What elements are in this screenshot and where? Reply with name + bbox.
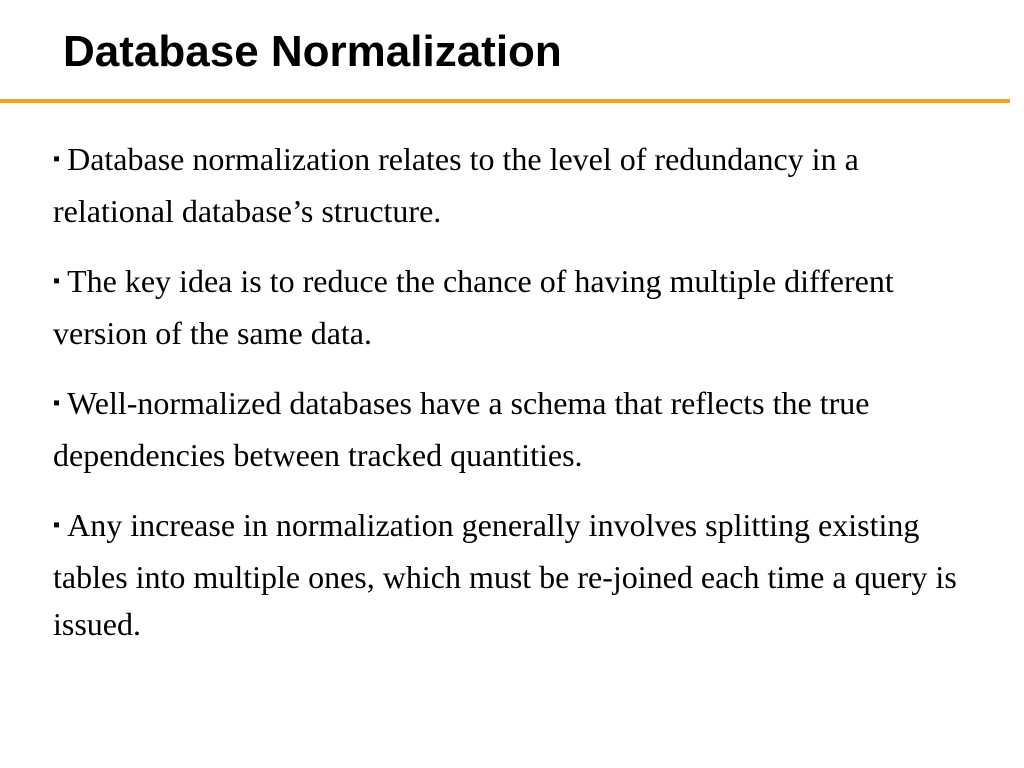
square-bullet-icon: ▪ xyxy=(53,514,61,536)
bullet-text: Any increase in normalization generally involves splitting existing tables into multiple ones, which must be re-joined each time a query is issued. xyxy=(53,507,957,642)
bullet-text: Well-normalized databases have a schema that reflects the true dependencies between tracked quantities. xyxy=(53,385,870,473)
square-bullet-icon: ▪ xyxy=(53,270,61,292)
bullet-text: The key idea is to reduce the chance of having multiple different version of the same data. xyxy=(53,263,894,351)
bullet-item xyxy=(53,136,973,235)
bullet-list xyxy=(53,136,973,671)
slide-title: Database Normalization xyxy=(63,27,562,76)
bullet-item xyxy=(53,380,973,479)
bullet-item xyxy=(53,258,973,357)
title-divider xyxy=(0,99,1010,103)
bullet-item xyxy=(53,502,973,648)
bullet-text: Database normalization relates to the level of redundancy in a relational database’s structure. xyxy=(53,141,859,229)
square-bullet-icon: ▪ xyxy=(53,148,61,170)
square-bullet-icon: ▪ xyxy=(53,392,61,414)
